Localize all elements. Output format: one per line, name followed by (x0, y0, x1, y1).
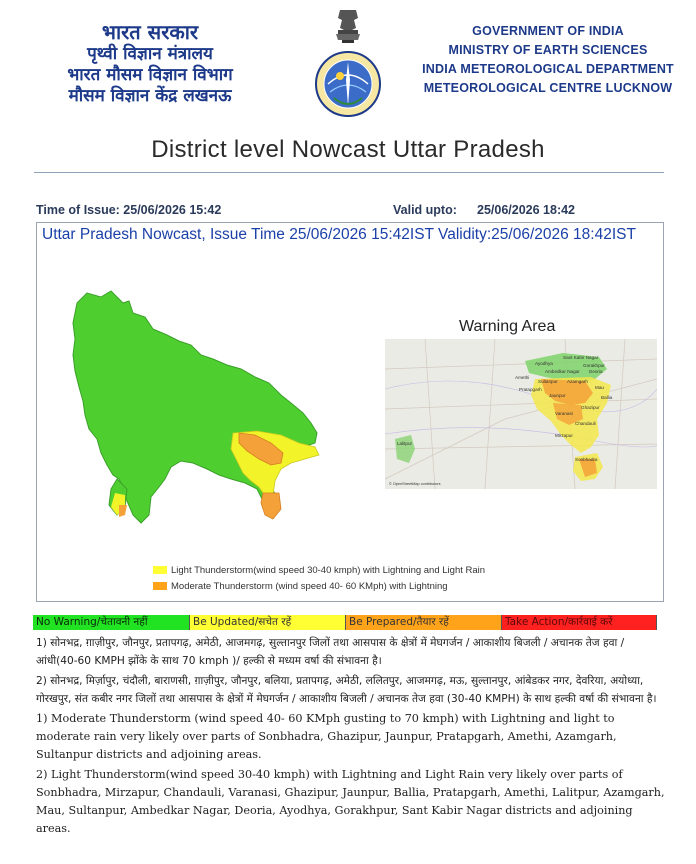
inset-label-ayodhya: Ayodhya (535, 361, 553, 366)
inset-label-amethi: Amethi (515, 375, 530, 380)
warning-area-inset-map (385, 339, 657, 489)
map-legend (153, 563, 549, 597)
header (0, 0, 696, 120)
valid-upto-value: 25/06/2026 18:42 (477, 203, 576, 217)
legend-swatch-orange (153, 582, 167, 590)
title-divider (34, 172, 664, 173)
english-forecast-2: 2) Light Thunderstorm(wind speed 30-40 kmph) with Lightning and Light Rain very likely over parts of Sonbhadra, Mirzapur, Chandauli, Varanasi, Ghazipur, Jaunpur, Ballia, Pratapgarh, Amethi, Lalitpur, Azamgarh, Mau, Sultanpur, Ambedkar Nagar, Deoria, Ayodhya, Gorakhpur, Sant Kabir Nagar districts and adjoining areas. (36, 768, 665, 835)
map-heading: Uttar Pradesh Nowcast, Issue Time 25/06/2026 15:42IST Validity:25/06/2026 18:42IST (42, 226, 636, 243)
warning-level-bar (33, 615, 657, 630)
hindi-title-block (40, 20, 260, 107)
inset-label-sonbhadra: Sonbhadra (575, 457, 598, 462)
legend-item-light (153, 565, 485, 576)
legend-swatch-yellow (153, 566, 167, 574)
inset-label-gorakhpur: Gorakhpur (583, 363, 605, 368)
inset-label-ghazipur: Ghazipur (581, 405, 600, 410)
inset-label-varanasi: Varanasi (555, 411, 573, 416)
inset-label-sant-kabir: Sant Kabir Nagar (563, 355, 599, 360)
inset-label-mirzapur: Mirzapur (555, 433, 573, 438)
inset-label-ambedkar: Ambedkar Nagar (545, 369, 580, 374)
level-no-warning: No Warning/चेतावनी नहीं (33, 615, 190, 630)
imd-emblem-icon (312, 6, 384, 126)
page-title: District level Nowcast Uttar Pradesh (151, 136, 545, 163)
hindi-forecast-2: 2) सोनभद्र, मिर्ज़ापुर, चंदौली, बाराणसी, ग़ाज़ीपुर, जौनपुर, बलिया, प्रतापगढ़, अमेठी, ललितपुर, आजमगढ़, मऊ, सुल्तानपुर, आंबेडकर नगर, देवरिया, अयोध्या, गोरखपुर, संत कबीर नगर जिलों तथा आसपास के क्षेत्रों में मेघगर्जन / आकाशीय बिजली / अचानक तेज हवा (30-40 KMPH) के साथ हल्की वर्षा की संभावना है। (36, 675, 657, 705)
hindi-line-3: भारत मौसम विज्ञान विभाग (67, 65, 233, 85)
level-be-updated: Be Updated/सचेत रहें (190, 615, 346, 630)
nowcast-map-panel (36, 222, 664, 602)
time-of-issue: Time of Issue: 25/06/2026 15:42 (36, 203, 222, 217)
inset-label-jaunpur: Jaunpur (549, 393, 566, 398)
inset-label-ballia: Ballia (601, 395, 613, 400)
inset-label-chandauli: Chandauli (575, 421, 596, 426)
english-forecast-1: 1) Moderate Thunderstorm (wind speed 40- 60 KMph gusting to 70 kmph) with Lightning and light to moderate rain very likely over parts of Sonbhadra, Ghazipur, Jaunpur, Pratapgarh, Amethi, Azamgarh, Sultanpur districts and adjoining areas. (36, 712, 617, 761)
inset-label-sultanpur: Sultanpur (538, 379, 558, 384)
inset-label-azamgarh: Azamgarh (567, 379, 588, 384)
english-line-2: MINISTRY OF EARTH SCIENCES (448, 43, 648, 57)
hindi-line-1: भारत सरकार (101, 20, 199, 44)
english-line-3: INDIA METEOROLOGICAL DEPARTMENT (422, 62, 674, 76)
hindi-forecast-1: 1) सोनभद्र, ग़ाज़ीपुर, जौनपुर, प्रतापगढ़, अमेठी, आजमगढ़, सुल्तानपुर जिलों तथा आसपास के क्षेत्रों में मेघगर्जन / आकाशीय बिजली / अचानक तेज हवा / आंधी(40-60 KMPH झोंके के साथ 70 kmph )/ हल्की से मध्यम वर्षा की संभावना है। (36, 637, 625, 667)
inset-label-deoria: Deoria (589, 369, 603, 374)
hindi-line-2: पृथ्वी विज्ञान मंत्रालय (87, 44, 213, 64)
english-line-4: METEOROLOGICAL CENTRE LUCKNOW (423, 81, 673, 95)
inset-osm-credit: © OpenStreetMap contributors (389, 482, 441, 486)
inset-label-lalitpur: Lalitpur (397, 441, 413, 446)
legend-label-moderate: Moderate Thunderstorm (wind speed 40- 60 KMph) with Lightning (171, 581, 448, 592)
legend-label-light: Light Thunderstorm(wind speed 30-40 kmph) with Lightning and Light Rain (171, 565, 486, 576)
level-be-prepared: Be Prepared/तैयार रहें (346, 615, 502, 630)
inset-label-pratapgarh: Pratapgarh (519, 387, 542, 392)
valid-upto-label: Valid upto: (393, 203, 457, 217)
english-line-1: GOVERNMENT OF INDIA (472, 24, 624, 38)
level-take-action: Take Action/कार्रवाई करें (502, 615, 657, 630)
inset-label-mau: Mau (595, 385, 604, 390)
up-state-shape (73, 291, 317, 523)
hindi-line-4: मौसम विज्ञान केंद्र लखनऊ (68, 86, 232, 106)
legend-item-moderate (153, 581, 448, 592)
uttar-pradesh-map (67, 283, 367, 543)
forecast-description (36, 634, 666, 840)
warning-area-title: Warning Area (459, 318, 556, 335)
english-title-block (418, 22, 678, 98)
